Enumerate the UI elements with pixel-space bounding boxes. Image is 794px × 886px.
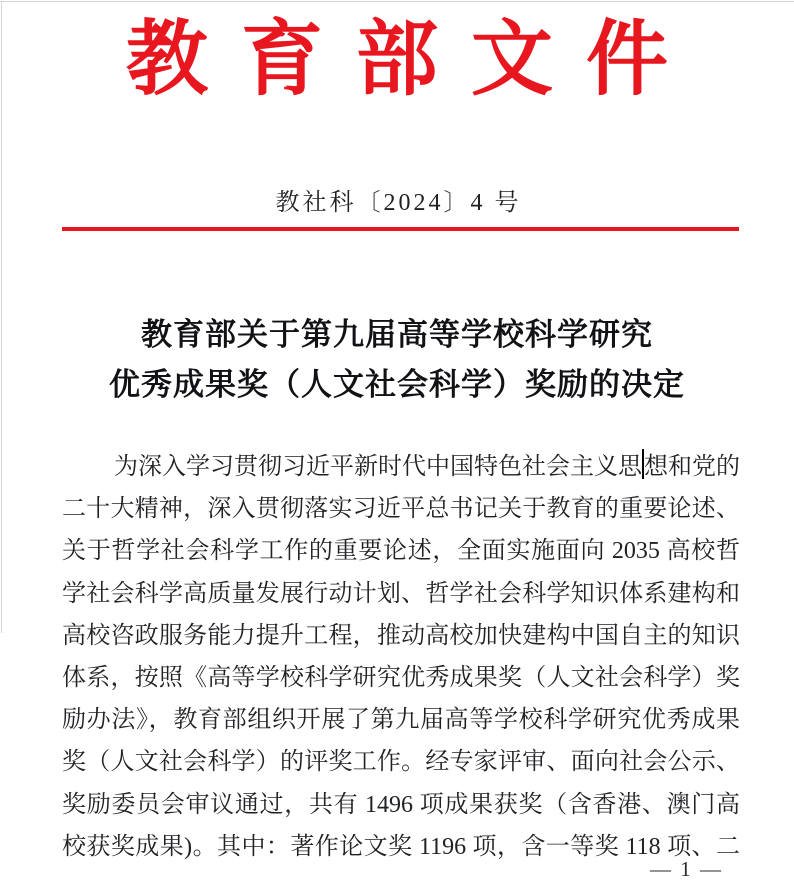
body-line-10[interactable]: 校获奖成果)。其中：著作论文奖 1196 项，含一等奖 118 项、二 — [62, 833, 740, 860]
body-line-3[interactable]: 关于哲学社会科学工作的重要论述，全面实施面向 2035 高校哲 — [62, 538, 740, 565]
red-divider-rule — [62, 227, 739, 231]
body-line-4[interactable]: 学社会科学高质量发展行动计划、哲学社会科学知识体系建构和 — [62, 580, 740, 607]
body-line-1[interactable] — [62, 446, 740, 488]
document-title-line2: 优秀成果奖（人文社会科学）奖励的决定 — [109, 367, 685, 402]
body-line-9[interactable]: 奖励委员会审议通过，共有 1496 项成果获奖（含香港、澳门高 — [62, 791, 740, 818]
body-text-after-caret: 想和党的 — [644, 454, 740, 480]
body-line-8[interactable]: 奖（人文社会科学）的评奖工作。经专家评审、面向社会公示、 — [62, 749, 740, 776]
body-line-5[interactable]: 高校咨政服务能力提升工程，推动高校加快建构中国自主的知识 — [62, 622, 740, 649]
red-header-title: 教育部文件 — [125, 14, 701, 105]
body-line-6[interactable]: 体系，按照《高等学校科学研究优秀成果奖（人文社会科学）奖 — [62, 664, 740, 691]
body-line-2[interactable]: 二十大精神，深入贯彻落实习近平总书记关于教育的重要论述、 — [62, 496, 740, 523]
document-number: 教社科〔2024〕4 号 — [275, 190, 522, 216]
body-line-7[interactable]: 励办法》，教育部组织开展了第九届高等学校科学研究优秀成果 — [62, 707, 740, 734]
document-body[interactable] — [62, 446, 740, 868]
body-text-before-caret: 为深入学习贯彻习近平新时代中国特色社会主义思 — [114, 454, 642, 480]
document-title — [0, 310, 794, 410]
page-number: — 1 — — [650, 857, 723, 881]
document-title-line1: 教育部关于第九届高等学校科学研究 — [141, 317, 653, 352]
scan-edge-top-line — [0, 1, 794, 2]
